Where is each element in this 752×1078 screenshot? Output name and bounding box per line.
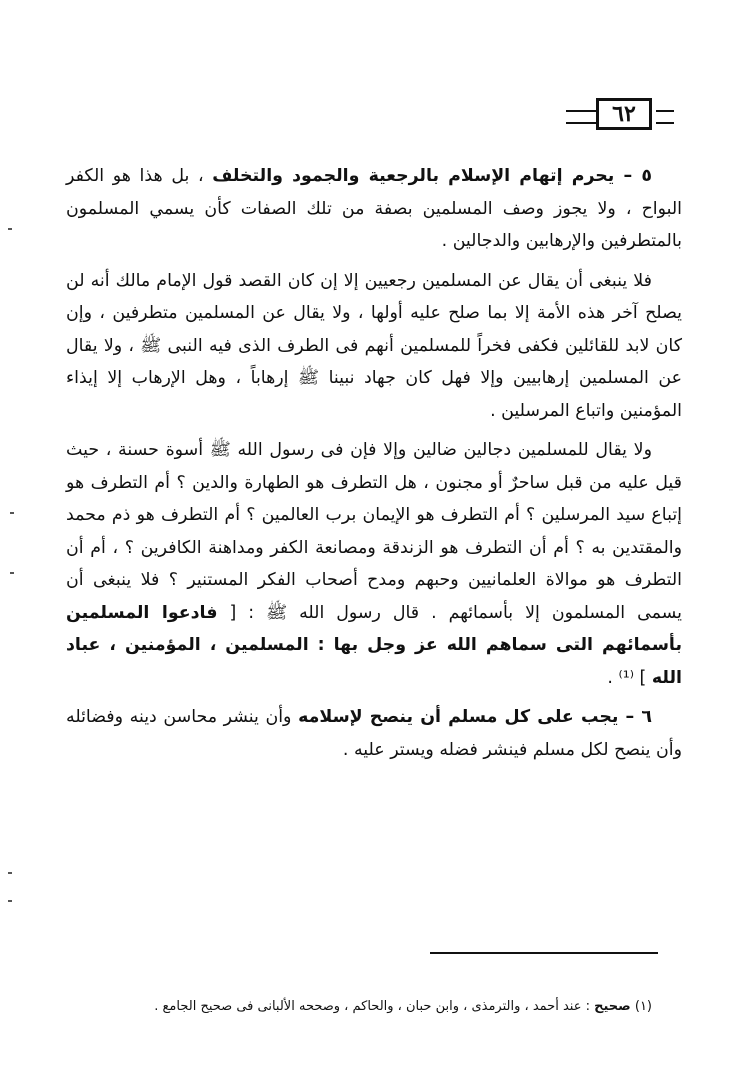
paragraph-6-text: وأن ينشر محاسن دينه وفضائله وأن ينصح لكل مسلم فينشر فضله ويستر عليه .: [66, 707, 682, 760]
hadith-quote-close: ] ⁽¹⁾ .: [607, 667, 652, 688]
paragraph-names-text: ولا يقال للمسلمين دجالين ضالين وإلا فإن فى رسول الله ﷺ أسوة حسنة ، حيث قيل عليه من قبل ساحرٌ أو مجنون ، هل التطرف هو الطهارة والدين ؟ أم التطرف هو إتباع سيد المرسلين ؟ أم التطرف هو الإيمان برب العالمين ؟ أم التطرف هو ذم محمد والمقتدين به ؟ أم أن التطرف هو الزندقة ومصانعة الكفر ومداهنة الكافرين ؟ ، أم أن التطرف هو موالاة العلمانيين وحبهم ومدح أصحاب الفكر المستنير ؟ فلا ينبغى أن يسمى المسلمون إلا بأسمائهم . قال رسول الله ﷺ : [: [66, 440, 682, 623]
scan-speck: [8, 228, 12, 230]
page-number-header: [566, 96, 674, 140]
header-rule-right: [656, 110, 674, 124]
paragraph-6-heading: ٦ – يجب على كل مسلم أن ينصح لإسلامه: [298, 707, 653, 727]
footnote-text: : عند أحمد ، والترمذى ، وابن حبان ، والحاكم ، وصححه الألبانى فى صحيح الجامع .: [154, 999, 595, 1014]
scan-speck: [8, 900, 12, 902]
paragraph-5-text: ، بل هذا هو الكفر البواح ، ولا يجوز وصف المسلمين بصفة من تلك الصفات كأن يسمي المسلمون بالمتطرفين والإرهابين والدجالين .: [66, 166, 682, 251]
footnote: [66, 996, 652, 1018]
paragraph-extremism-text: فلا ينبغى أن يقال عن المسلمين رجعيين إلا إن كان القصد قول الإمام مالك أنه لن يصلح آخر هذه الأمة إلا بما صلح عليه أولها ، ولا يقال عن المسلمين متطرفين ، وإن كان لابد للقائلين فكفى فخراً للمسلمين أنهم فى الطرف الذى فيه النبى ﷺ ، ولا يقال عن المسلمين إرهابيين وإلا فهل كان جهاد نبينا ﷺ إرهاباً ، وهل الإرهاب إلا إيذاء المؤمنين واتباع المرسلين .: [66, 270, 682, 421]
body-text: [66, 160, 682, 773]
paragraph-6: [66, 701, 682, 766]
scan-speck: [10, 572, 14, 574]
scan-speck: [8, 872, 12, 874]
paragraph-5: [66, 160, 682, 258]
footnote-grade: صحيح: [594, 999, 631, 1014]
hadith-quote: فادعوا المسلمين بأسمائهم التى سماهم الله عز وجل بها : المسلمين ، المؤمنين ، عباد الله: [66, 602, 682, 688]
paragraph-extremism: [66, 265, 682, 428]
footnote-marker: (١): [634, 999, 652, 1014]
paragraph-names: [66, 434, 682, 694]
header-rule-left: [566, 110, 596, 124]
paragraph-5-heading: ٥ – يحرم إتهام الإسلام بالرجعية والجمود والتخلف: [212, 166, 652, 186]
page-number: ٦٢: [596, 98, 652, 130]
scan-speck: [10, 512, 14, 514]
footnote-separator: [430, 952, 658, 954]
